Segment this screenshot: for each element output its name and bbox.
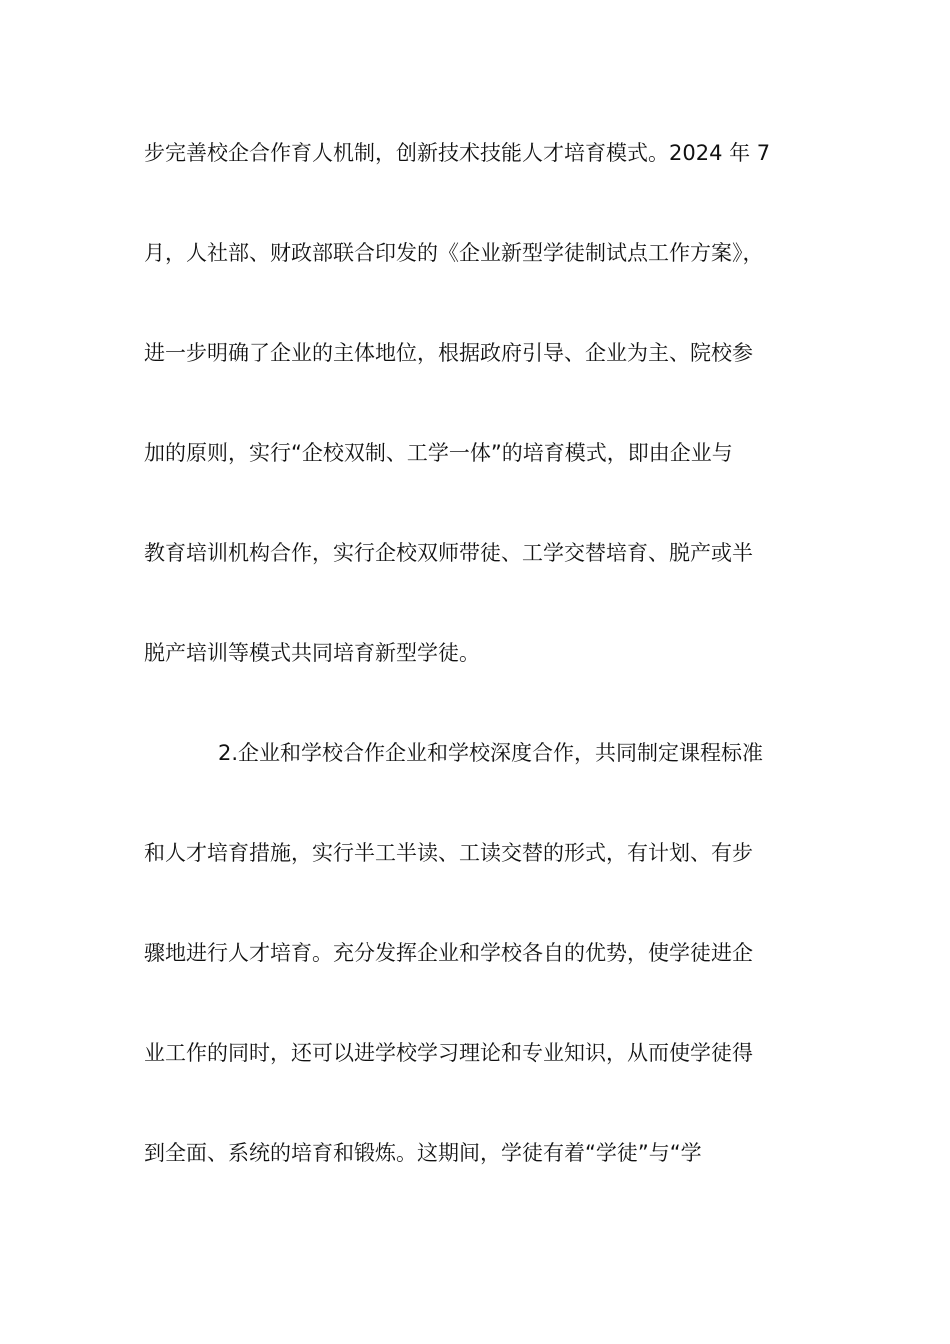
text-line-6: 脱产培训等模式共同培育新型学徒。 (144, 641, 480, 665)
text-line-2: 月，人社部、财政部联合印发的《企业新型学徒制试点工作方案》， (144, 241, 764, 265)
text-line-1: 步完善校企合作育人机制，创新技术技能人才培育模式。2024 年 7 (144, 141, 771, 165)
text-line-11: 到全面、系统的培育和锻炼。这期间，学徒有着“学徒”与“学 (144, 1141, 702, 1165)
document-body-text (144, 128, 824, 1228)
text-line-3: 进一步明确了企业的主体地位，根据政府引导、企业为主、院校参 (144, 341, 753, 365)
text-line-4: 加的原则，实行“企校双制、工学一体”的培育模式，即由企业与 (144, 441, 733, 465)
text-line-8: 和人才培育措施，实行半工半读、工读交替的形式，有计划、有步 (144, 841, 753, 865)
text-line-10: 业工作的同时，还可以进学校学习理论和专业知识，从而使学徒得 (144, 1041, 753, 1065)
paragraph-2-first-line: 2.企业和学校合作企业和学校深度合作，共同制定课程标准 (218, 741, 764, 765)
text-line-5: 教育培训机构合作，实行企校双师带徒、工学交替培育、脱产或半 (144, 541, 753, 565)
text-line-9: 骤地进行人才培育。充分发挥企业和学校各自的优势，使学徒进企 (144, 941, 753, 965)
